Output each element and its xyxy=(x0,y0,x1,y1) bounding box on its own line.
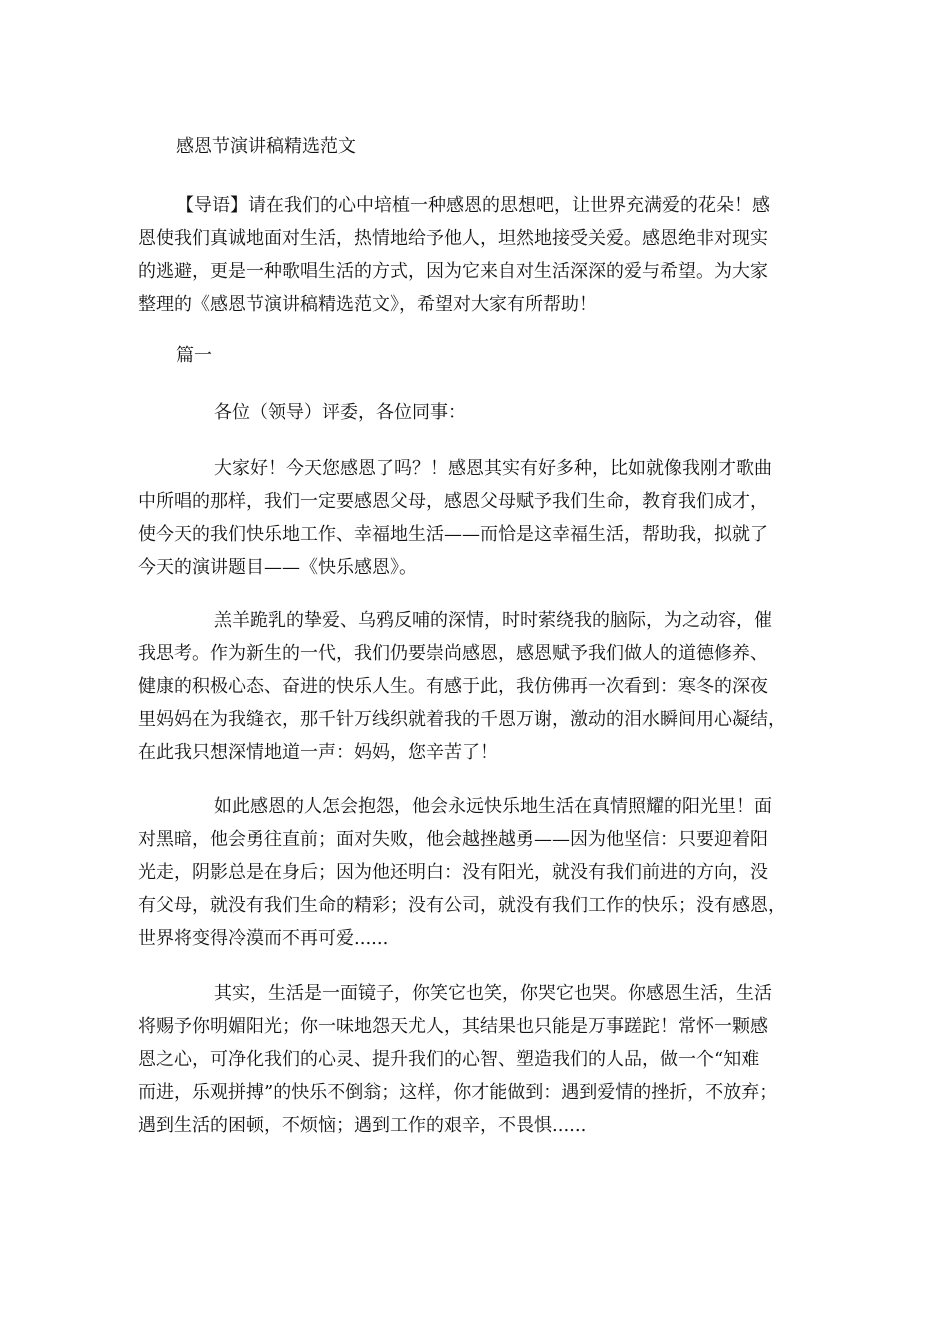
paragraph-line: 而进，乐观拼搏”的快乐不倒翁；这样，你才能做到：遇到爱情的挫折，不放弃； xyxy=(138,1082,778,1103)
paragraph-line: 今天的演讲题目——《快乐感恩》。 xyxy=(138,557,417,578)
salutation: 各位（领导）评委，各位同事： xyxy=(214,402,466,423)
intro-line: 的逃避，更是一种歌唱生活的方式，因为它来自对生活深深的爱与希望。为大家 xyxy=(138,261,768,282)
paragraph-line: 中所唱的那样，我们一定要感恩父母，感恩父母赋予我们生命，教育我们成才， xyxy=(138,491,768,512)
intro-paragraph xyxy=(138,189,820,321)
paragraph-line: 在此我只想深情地道一声：妈妈，您辛苦了！ xyxy=(138,742,498,763)
body-paragraph xyxy=(138,977,820,1142)
body-paragraph xyxy=(138,604,820,769)
paragraph-line: 里妈妈在为我缝衣，那千针万线织就着我的千恩万谢，激动的泪水瞬间用心凝结， xyxy=(138,709,786,730)
paragraph-line: 恩之心，可净化我们的心灵、提升我们的心智、塑造我们的人品，做一个“知难 xyxy=(138,1049,760,1070)
document-title: 感恩节演讲稿精选范文 xyxy=(176,136,356,157)
paragraph-line: 其实，生活是一面镜子，你笑它也笑，你哭它也哭。你感恩生活，生活 xyxy=(214,983,772,1004)
paragraph-line: 如此感恩的人怎会抱怨，他会永远快乐地生活在真情照耀的阳光里！面 xyxy=(214,796,772,817)
paragraph-line: 健康的积极心态、奋进的快乐人生。有感于此，我仿佛再一次看到：寒冬的深夜 xyxy=(138,676,768,697)
paragraph-line: 有父母，就没有我们生命的精彩；没有公司，就没有我们工作的快乐；没有感恩， xyxy=(138,895,786,916)
paragraph-line: 对黑暗，他会勇往直前；面对失败，他会越挫越勇——因为他坚信：只要迎着阳 xyxy=(138,829,768,850)
body-paragraph xyxy=(138,790,820,955)
intro-line: 整理的《感恩节演讲稿精选范文》，希望对大家有所帮助！ xyxy=(138,294,597,315)
paragraph-line: 光走，阴影总是在身后；因为他还明白：没有阳光，就没有我们前进的方向，没 xyxy=(138,862,768,883)
intro-line: 恩使我们真诚地面对生活，热情地给予他人，坦然地接受关爱。感恩绝非对现实 xyxy=(138,228,768,249)
paragraph-line: 我思考。作为新生的一代，我们仍要崇尚感恩，感恩赋予我们做人的道德修养、 xyxy=(138,643,768,664)
body-paragraph xyxy=(138,452,820,584)
paragraph-line: 将赐予你明媚阳光；你一味地怨天尤人，其结果也只能是万事蹉跎！常怀一颗感 xyxy=(138,1016,768,1037)
paragraph-line: 遇到生活的困顿，不烦恼；遇到工作的艰辛，不畏惧...... xyxy=(138,1115,587,1136)
paragraph-line: 使今天的我们快乐地工作、幸福地生活——而恰是这幸福生活，帮助我，拟就了 xyxy=(138,524,768,545)
paragraph-line: 大家好！今天您感恩了吗？！感恩其实有好多种，比如就像我刚才歌曲 xyxy=(214,458,772,479)
paragraph-line: 世界将变得冷漠而不再可爱...... xyxy=(138,928,389,949)
section-heading: 篇一 xyxy=(176,345,212,366)
intro-line: 【导语】请在我们的心中培植一种感恩的思想吧，让世界充满爱的花朵！感 xyxy=(176,195,770,216)
paragraph-line: 羔羊跪乳的挚爱、乌鸦反哺的深情，时时萦绕我的脑际，为之动容，催 xyxy=(214,610,772,631)
